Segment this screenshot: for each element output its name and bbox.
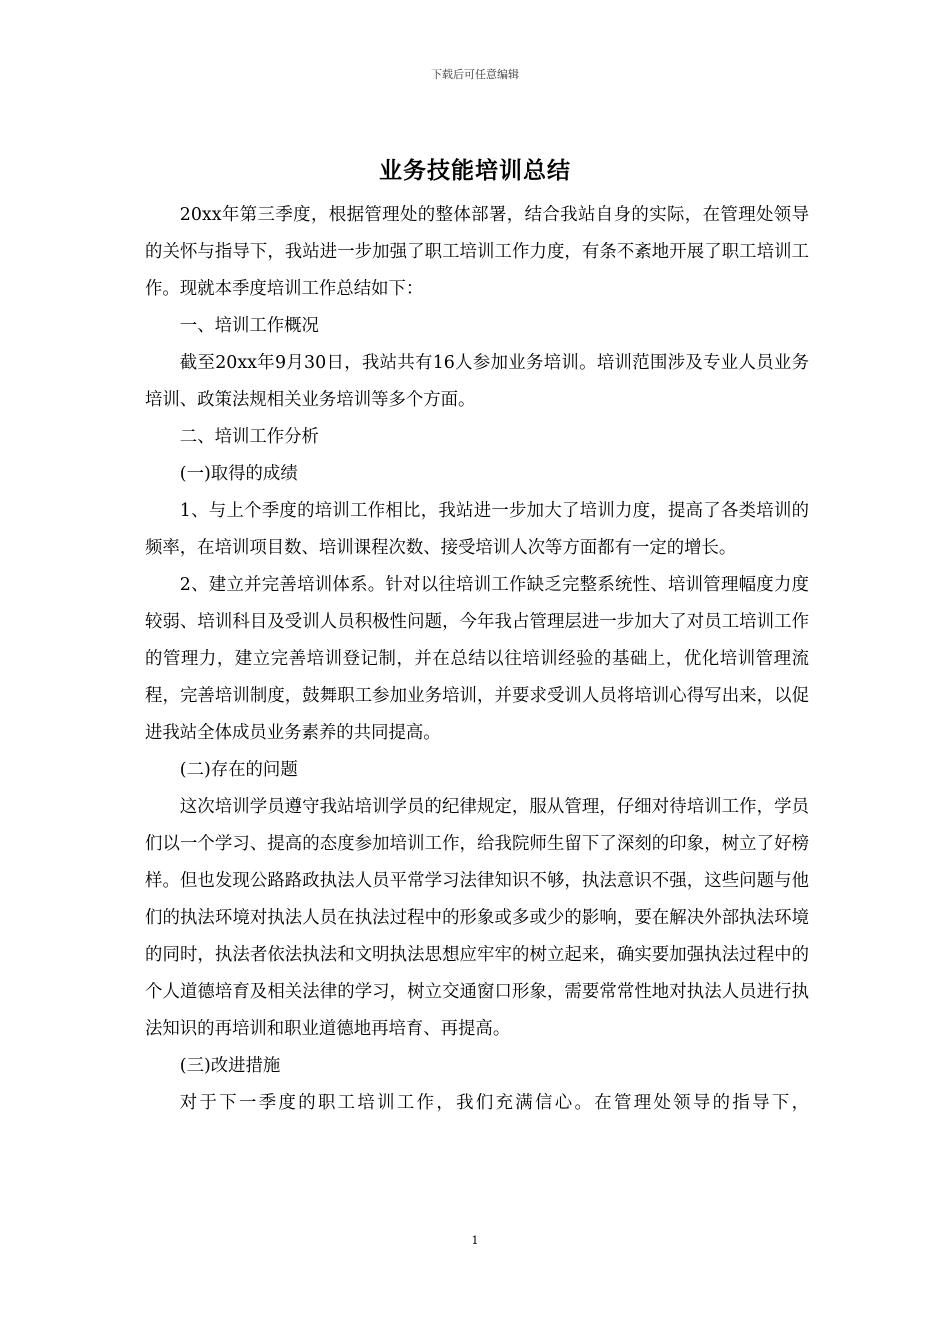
subheading-problems: (二)存在的问题 (179, 760, 298, 780)
paragraph-achievement-1: 1、与上个季度的培训工作相比，我站进一步加大了培训力度，提高了各类培训的频率，在培训项目数、培训课程次数、接受培训人次等方面都有一定的增长。 (145, 501, 809, 558)
subheading-achievements: (一)取得的成绩 (179, 464, 298, 484)
paragraph-achievement-2: 2、建立并完善培训体系。针对以往培训工作缺乏完整系统性、培训管理幅度力度较弱、培训科目及受训人员积极性问题，今年我占管理层进一步加大了对员工培训工作的管理力，建立完善培训登记制，并在总结以往培训经验的基础上，优化培训管理流程，完善培训制度，鼓舞职工参加业务培训，并要求受训人员将培训心得写出来，以促进我站全体成员业务素养的共同提高。 (145, 575, 809, 743)
header-note: 下载后可任意编辑 (431, 68, 519, 81)
page-number: 1 (471, 1234, 479, 1247)
paragraph-overview: 截至20xx年9月30日，我站共有16人参加业务培训。培训范围涉及专业人员业务培训、政策法规相关业务培训等多个方面。 (145, 353, 809, 410)
paragraph-intro: 20xx年第三季度，根据管理处的整体部署，结合我站自身的实际，在管理处领导的关怀与指导下，我站进一步加强了职工培训工作力度，有条不紊地开展了职工培训工作。现就本季度培训工作总结如下： (145, 205, 809, 299)
paragraph-improvements: 对于下一季度的职工培训工作，我们充满信心。在管理处领导的指导下， (179, 1093, 809, 1113)
document-title: 业务技能培训总结 (379, 157, 571, 184)
section-heading-overview: 一、培训工作概况 (179, 316, 319, 336)
paragraph-problems: 这次培训学员遵守我站培训学员的纪律规定，服从管理，仔细对待培训工作，学员们以一个学习、提高的态度参加培训工作，给我院师生留下了深刻的印象，树立了好榜样。但也发现公路路政执法人员平常学习法律知识不够，执法意识不强，这些问题与他们的执法环境对执法人员在执法过程中的形象或多或少的影响，要在解决外部执法环境的同时，执法者依法执法和文明执法思想应牢牢的树立起来，确实要加强执法过程中的个人道德培育及相关法律的学习，树立交通窗口形象，需要常常性地对执法人员进行执法知识的再培训和职业道德地再培育、再提高。 (145, 797, 809, 1039)
document-body (145, 197, 809, 1122)
section-heading-analysis: 二、培训工作分析 (179, 427, 319, 447)
subheading-improvements: (三)改进措施 (179, 1056, 281, 1076)
